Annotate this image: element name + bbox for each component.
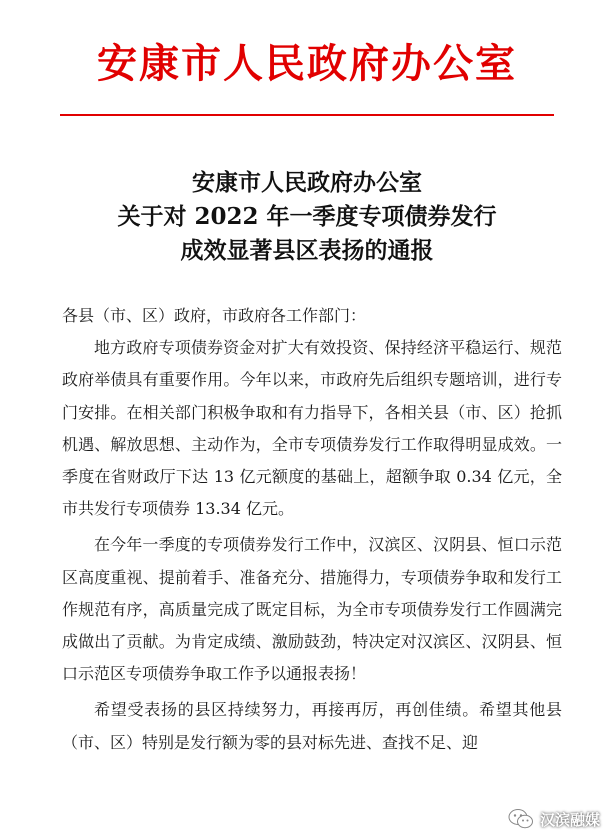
salutation: 各县（市、区）政府，市政府各工作部门： [62,306,367,325]
body-paragraph-2: 在今年一季度的专项债券发行工作中，汉滨区、汉阴县、恒口示范区高度重视、提前着手、准备充分、措施得力，专项债券争取和发行工作规范有序，高质量完成了既定目标，为全市专项债券发行工作圆满完成做出了贡献。为肯定成绩、激励鼓劲，特决定对汉滨区、汉阴县、恒口示范区专项债券争取工作予以通报表扬！ [62,535,562,684]
document-title [0,166,614,268]
watermark-text: 汉滨融媒 [539,810,600,829]
watermark [508,808,600,830]
title-line-3: 成效显著县区表扬的通报 [180,237,434,264]
body-paragraph-1: 地方政府专项债券资金对扩大有效投资、保持经济平稳运行、规范政府举债具有重要作用。今年以来，市政府先后组织专题培训，进行专门安排。在相关部门积极争取和有力指导下，各相关县（市、区）抢抓机遇、解放思想、主动作为，全市专项债券发行工作取得明显成效。一季度在省财政厅下达 13 亿元额度的基础上，超额争取 0.34 亿元，全市共发行专项债券 13.34 亿元。 [62,338,562,519]
title-line-2: 关于对 2022 年一季度专项债券发行 [117,203,497,230]
title-line-1: 安康市人民政府办公室 [192,169,422,196]
wechat-icon [508,808,534,830]
document-body [62,300,562,759]
body-paragraph-3: 希望受表扬的县区持续努力，再接再厉，再创佳绩。希望其他县（市、区）特别是发行额为零的县对标先进、查找不足、迎 [62,700,562,752]
issuing-office-header: 安康市人民政府办公室 [97,40,517,87]
red-header-rule [60,114,554,116]
